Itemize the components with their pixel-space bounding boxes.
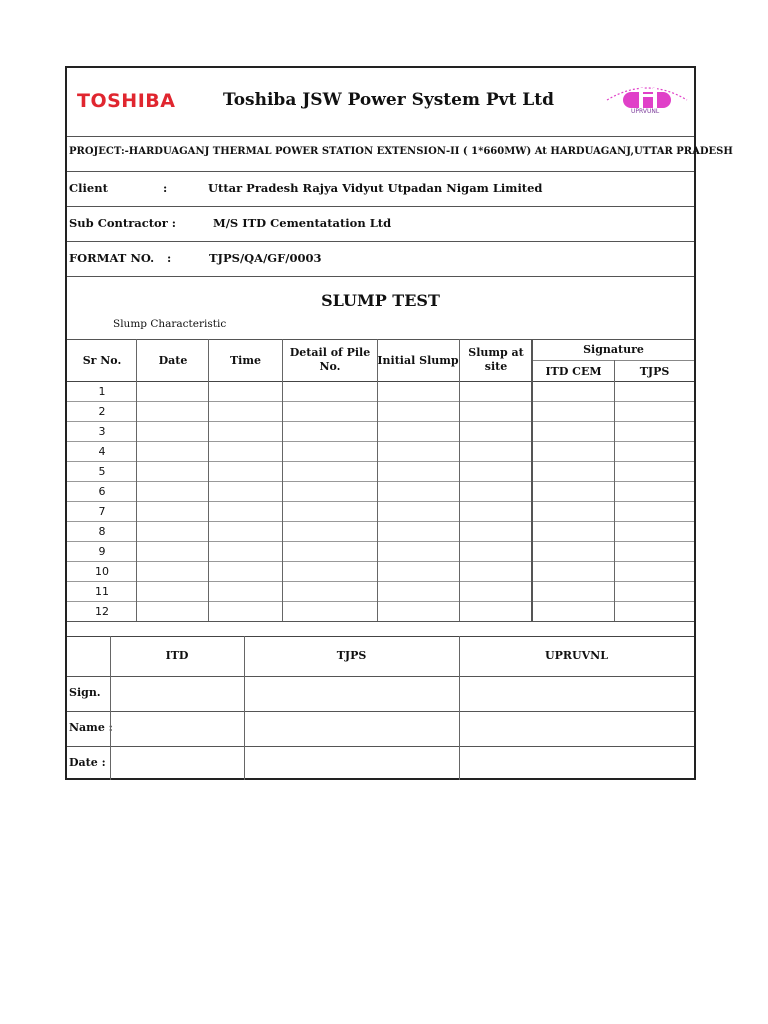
company-name: Toshiba JSW Power System Pvt Ltd (223, 90, 554, 110)
slump-test-form (65, 66, 733, 780)
header-slump-at-site: Slump at site (468, 346, 524, 373)
column-divider (459, 339, 460, 621)
header-time: Time (229, 354, 261, 367)
table-row (67, 582, 694, 602)
row-number: 3 (98, 425, 106, 438)
sub-contractor-label: Sub Contractor : (69, 216, 177, 230)
sign-col-upruvnl: UPRUVNL (545, 649, 608, 662)
name-row-label: Name : (69, 721, 113, 734)
row-number: 1 (98, 385, 106, 398)
divider (67, 171, 694, 172)
project-line: PROJECT:-HARDUAGANJ THERMAL POWER STATION EXTENSION-II ( 1*660MW) At HARDUAGANJ,UTTAR PRADESH (69, 146, 733, 157)
format-label: FORMAT NO. (69, 251, 155, 265)
table-row (67, 422, 694, 442)
table-body (67, 382, 694, 622)
form-subtitle: Slump Characteristic (113, 318, 227, 330)
column-divider (377, 339, 378, 621)
row-number: 9 (98, 545, 106, 558)
slump-table (67, 339, 694, 621)
uprvunl-logo (601, 82, 693, 116)
column-divider (244, 636, 245, 780)
table-row (67, 522, 694, 542)
sign-col-tjps: TJPS (336, 649, 367, 662)
column-divider (136, 339, 137, 621)
column-divider (110, 636, 111, 780)
divider (67, 711, 694, 712)
row-number: 2 (98, 405, 106, 418)
format-colon: : (167, 251, 172, 265)
uprvunl-logo-text: UPRVUNL (631, 108, 660, 115)
column-divider (531, 339, 533, 621)
row-number: 10 (95, 565, 109, 578)
table-row (67, 602, 694, 622)
client-label: Client (69, 181, 108, 195)
divider (67, 676, 694, 677)
toshiba-logo: TOSHIBA (77, 90, 176, 112)
date-row-label: Date : (69, 756, 106, 769)
column-divider (614, 360, 615, 621)
divider (67, 241, 694, 242)
table-row (67, 462, 694, 482)
table-row (67, 562, 694, 582)
header-sr-no: Sr No. (82, 354, 122, 367)
column-divider (208, 339, 209, 621)
table-row (67, 442, 694, 462)
client-value: Uttar Pradesh Rajya Vidyut Utpadan Nigam Limited (208, 181, 543, 195)
header-pile-detail: Detail of Pile No. (289, 346, 371, 373)
divider (67, 276, 694, 277)
row-number: 12 (95, 605, 109, 618)
row-number: 6 (98, 485, 106, 498)
header-date: Date (158, 354, 188, 367)
row-number: 11 (95, 585, 109, 598)
table-row (67, 382, 694, 402)
row-number: 7 (98, 505, 106, 518)
table-row (67, 502, 694, 522)
header-signature: Signature (583, 343, 644, 356)
format-value: TJPS/QA/GF/0003 (209, 251, 322, 265)
row-number: 8 (98, 525, 106, 538)
sign-table (67, 636, 694, 780)
client-colon: : (163, 181, 168, 195)
sign-col-itd: ITD (165, 649, 189, 662)
form-title: SLUMP TEST (321, 291, 440, 310)
divider (67, 136, 694, 137)
divider (67, 746, 694, 747)
row-number: 5 (98, 465, 106, 478)
sign-row-label: Sign. (69, 686, 101, 699)
row-number: 4 (98, 445, 106, 458)
sub-contractor-value: M/S ITD Cementatation Ltd (213, 216, 392, 230)
column-divider (459, 636, 460, 780)
table-row (67, 542, 694, 562)
table-row (67, 482, 694, 502)
header-itd-cem: ITD CEM (545, 365, 602, 378)
divider (67, 206, 694, 207)
column-divider (282, 339, 283, 621)
table-row (67, 402, 694, 422)
header-initial-slump: Initial Slump (377, 354, 459, 367)
table-bottom-border (67, 621, 694, 622)
header-tjps: TJPS (639, 365, 670, 378)
